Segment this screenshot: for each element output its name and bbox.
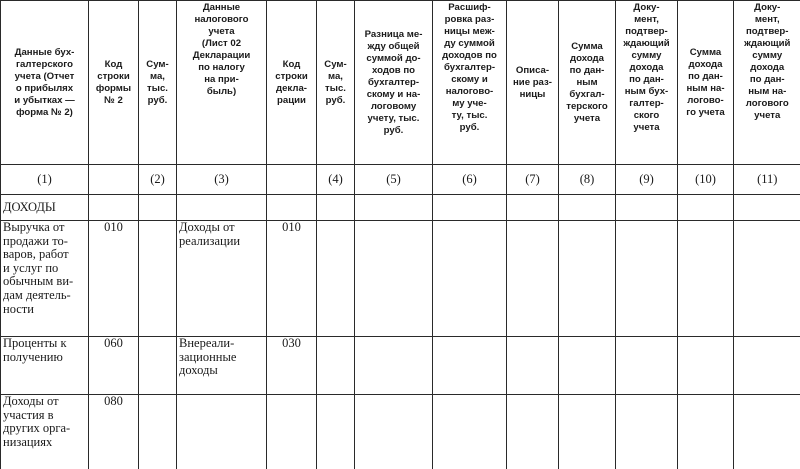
tax-item bbox=[177, 395, 267, 469]
table-cell bbox=[433, 195, 507, 221]
table-cell bbox=[559, 395, 616, 469]
accounting-item: Проценты к получению bbox=[1, 337, 89, 395]
section-row bbox=[1, 195, 800, 221]
table-cell bbox=[678, 195, 734, 221]
declaration-line-code: 030 bbox=[267, 337, 317, 395]
table-cell bbox=[616, 395, 678, 469]
column-number: (3) bbox=[177, 165, 267, 195]
table-cell bbox=[734, 395, 800, 469]
tax-item: Внереали- зационные доходы bbox=[177, 337, 267, 395]
section-title-income: ДОХОДЫ bbox=[1, 195, 89, 221]
table-cell bbox=[139, 195, 177, 221]
header-accounting-income-sum: Сумма дохода по дан- ным бухгал- терского учета bbox=[559, 1, 616, 165]
column-number bbox=[89, 165, 139, 195]
tax-amount bbox=[317, 337, 355, 395]
column-number: (7) bbox=[507, 165, 559, 195]
tax-amount bbox=[317, 395, 355, 469]
table-cell bbox=[678, 221, 734, 337]
table-cell bbox=[734, 195, 800, 221]
column-number: (4) bbox=[317, 165, 355, 195]
column-number: (11) bbox=[734, 165, 800, 195]
table-cell bbox=[433, 337, 507, 395]
table-cell bbox=[559, 221, 616, 337]
table-cell bbox=[734, 337, 800, 395]
table-cell bbox=[89, 195, 139, 221]
column-number: (9) bbox=[616, 165, 678, 195]
header-tax-supporting-document: Доку- мент, подтвер- ждающий сумму дохода по дан- ным на- логового учета bbox=[734, 1, 800, 165]
table-row bbox=[1, 337, 800, 395]
accounting-amount bbox=[139, 395, 177, 469]
table-cell bbox=[355, 221, 433, 337]
header-tax-data: Данные налогового учета (Лист 02 Декларации по налогу на при- быль) bbox=[177, 1, 267, 165]
column-number: (5) bbox=[355, 165, 433, 195]
column-number: (10) bbox=[678, 165, 734, 195]
table-cell bbox=[616, 337, 678, 395]
accounting-item: Выручка от продажи то- варов, работ и услуг по обычным ви- дам деятель- ности bbox=[1, 221, 89, 337]
table-cell bbox=[616, 221, 678, 337]
table-cell bbox=[433, 395, 507, 469]
tax-item: Доходы от реализации bbox=[177, 221, 267, 337]
header-difference-description: Описа- ние раз- ницы bbox=[507, 1, 559, 165]
table-cell bbox=[355, 337, 433, 395]
header-difference-breakdown: Расшиф- ровка раз- ницы меж- ду суммой доходов по бухгалтер- скому и налогово- му уче- ту, тыс. руб. bbox=[433, 1, 507, 165]
accounting-item: Доходы от участия в других орга- низациях bbox=[1, 395, 89, 469]
table-cell bbox=[616, 195, 678, 221]
column-number: (6) bbox=[433, 165, 507, 195]
accounting-amount bbox=[139, 221, 177, 337]
table-cell bbox=[507, 195, 559, 221]
header-row bbox=[1, 1, 800, 165]
table-cell bbox=[734, 221, 800, 337]
header-accounting-supporting-document: Доку- мент, подтвер- ждающий сумму дохода по дан- ным бух- галтер- ского учета bbox=[616, 1, 678, 165]
table-cell bbox=[559, 337, 616, 395]
table-cell bbox=[177, 195, 267, 221]
column-number bbox=[267, 165, 317, 195]
table-row bbox=[1, 395, 800, 469]
table-cell bbox=[355, 395, 433, 469]
form2-line-code: 010 bbox=[89, 221, 139, 337]
form2-line-code: 080 bbox=[89, 395, 139, 469]
header-accounting-data: Данные бух- галтерского учета (Отчет о прибылях и убытках — форма № 2) bbox=[1, 1, 89, 165]
table-cell bbox=[678, 395, 734, 469]
header-total-difference: Разница ме- жду общей суммой до- ходов по бухгалтер- скому и на- логовому учету, тыс. руб. bbox=[355, 1, 433, 165]
header-tax-income-sum: Сумма дохода по дан- ным на- логово- го учета bbox=[678, 1, 734, 165]
accounting-amount bbox=[139, 337, 177, 395]
table-cell bbox=[433, 221, 507, 337]
table-cell bbox=[507, 337, 559, 395]
column-number-row bbox=[1, 165, 800, 195]
table-row bbox=[1, 221, 800, 337]
column-number: (2) bbox=[139, 165, 177, 195]
tax-amount bbox=[317, 221, 355, 337]
column-number: (8) bbox=[559, 165, 616, 195]
header-accounting-amount: Сум- ма, тыс. руб. bbox=[139, 1, 177, 165]
header-form2-line-code: Код строки формы № 2 bbox=[89, 1, 139, 165]
form2-line-code: 060 bbox=[89, 337, 139, 395]
declaration-line-code: 010 bbox=[267, 221, 317, 337]
declaration-line-code bbox=[267, 395, 317, 469]
table-cell bbox=[559, 195, 616, 221]
table-cell bbox=[507, 221, 559, 337]
table-cell bbox=[678, 337, 734, 395]
table-cell bbox=[507, 395, 559, 469]
column-number: (1) bbox=[1, 165, 89, 195]
table-cell bbox=[355, 195, 433, 221]
table-cell bbox=[317, 195, 355, 221]
header-tax-amount: Сум- ма, тыс. руб. bbox=[317, 1, 355, 165]
table-cell bbox=[267, 195, 317, 221]
header-declaration-line-code: Код строки декла- рации bbox=[267, 1, 317, 165]
